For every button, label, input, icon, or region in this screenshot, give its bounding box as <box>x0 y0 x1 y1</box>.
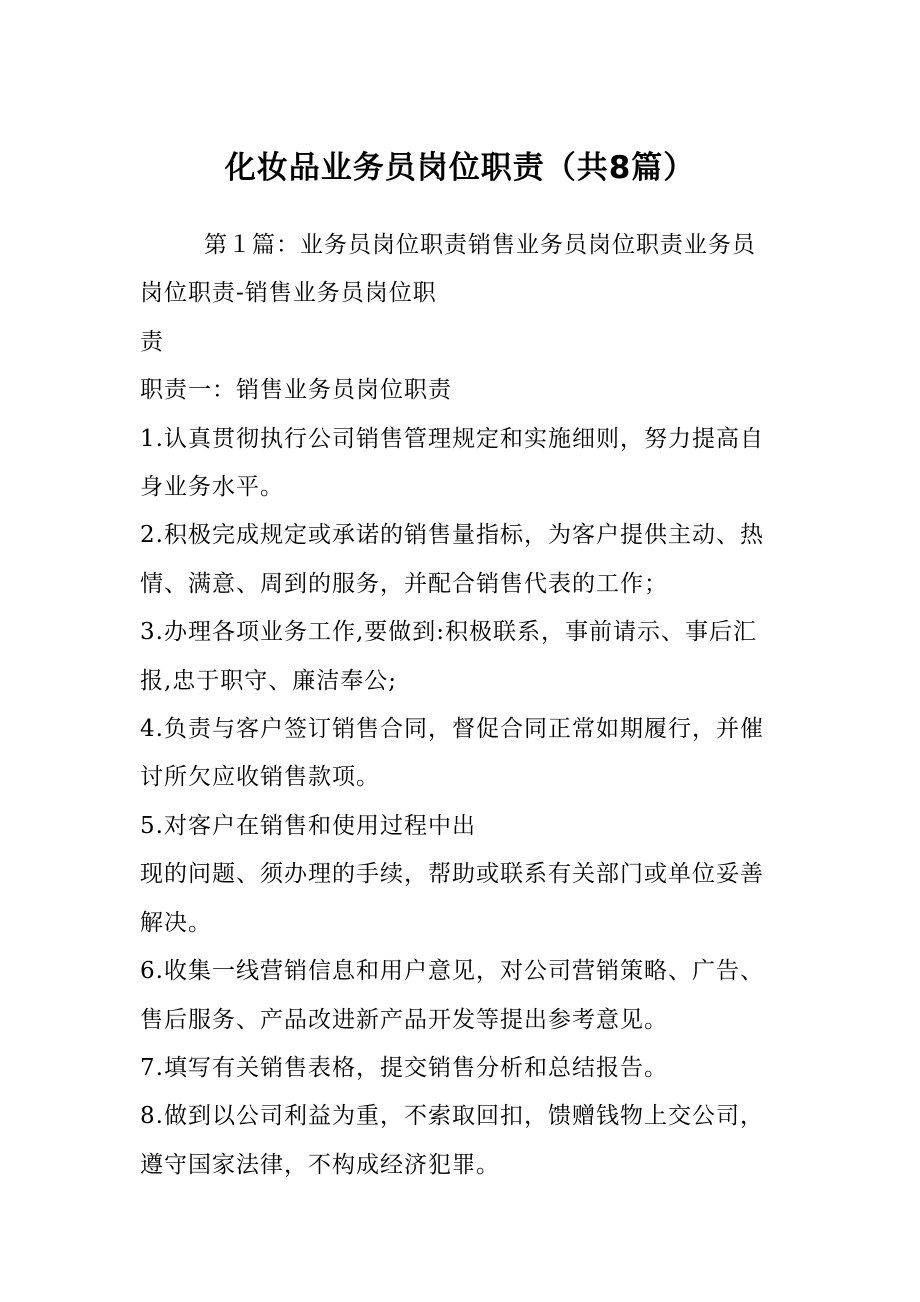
document-body <box>140 221 800 1189</box>
duty-item-2-line: 2.积极完成规定或承诺的销售量指标，为客户提供主动、热 <box>140 522 764 549</box>
section-heading-line: 责 <box>140 328 164 355</box>
duty-item-2-line: 情、满意、周到的服务，并配合销售代表的工作； <box>140 570 668 597</box>
duty-item-6-line: 售后服务、产品改进新产品开发等提出参考意见。 <box>140 1006 668 1033</box>
duty-item-6-line: 6.收集一线营销信息和用户意见，对公司营销策略、广告、 <box>140 958 764 985</box>
duty-item-5-line: 5.对客户在销售和使用过程中出 <box>140 812 476 839</box>
duty-item-8-line: 遵守国家法律，不构成经济犯罪。 <box>140 1151 500 1178</box>
section-heading-line: 岗位职责-销售业务员岗位职 <box>140 280 437 307</box>
duty-item-4-line: 4.负责与客户签订销售合同，督促合同正常如期履行，并催 <box>140 716 764 743</box>
duty-item-7-line: 7.填写有关销售表格，提交销售分析和总结报告。 <box>140 1054 668 1081</box>
duty-item-3-line: 报,忠于职守、廉洁奉公; <box>140 667 398 694</box>
section-heading-line: 第１篇：业务员岗位职责销售业务员岗位职责业务员 <box>204 232 756 258</box>
subheading-line: 职责一：销售业务员岗位职责 <box>140 377 452 404</box>
duty-item-5-line: 解决。 <box>140 909 212 936</box>
duty-item-8-line: 8.做到以公司利益为重，不索取回扣，馈赠钱物上交公司， <box>140 1103 764 1130</box>
duty-item-1-line: 1.认真贯彻执行公司销售管理规定和实施细则，努力提高自 <box>140 425 764 452</box>
duty-item-3-line: 3.办理各项业务工作,要做到:积极联系，事前请示、事后汇 <box>140 619 758 646</box>
duty-item-1-line: 身业务水平。 <box>140 474 284 501</box>
duty-item-4-line: 讨所欠应收销售款项。 <box>140 764 380 791</box>
document-title: 化妆品业务员岗位职责（共8篇） <box>224 150 696 186</box>
duty-item-5-line: 现的问题、须办理的手续，帮助或联系有关部门或单位妥善 <box>140 861 764 888</box>
